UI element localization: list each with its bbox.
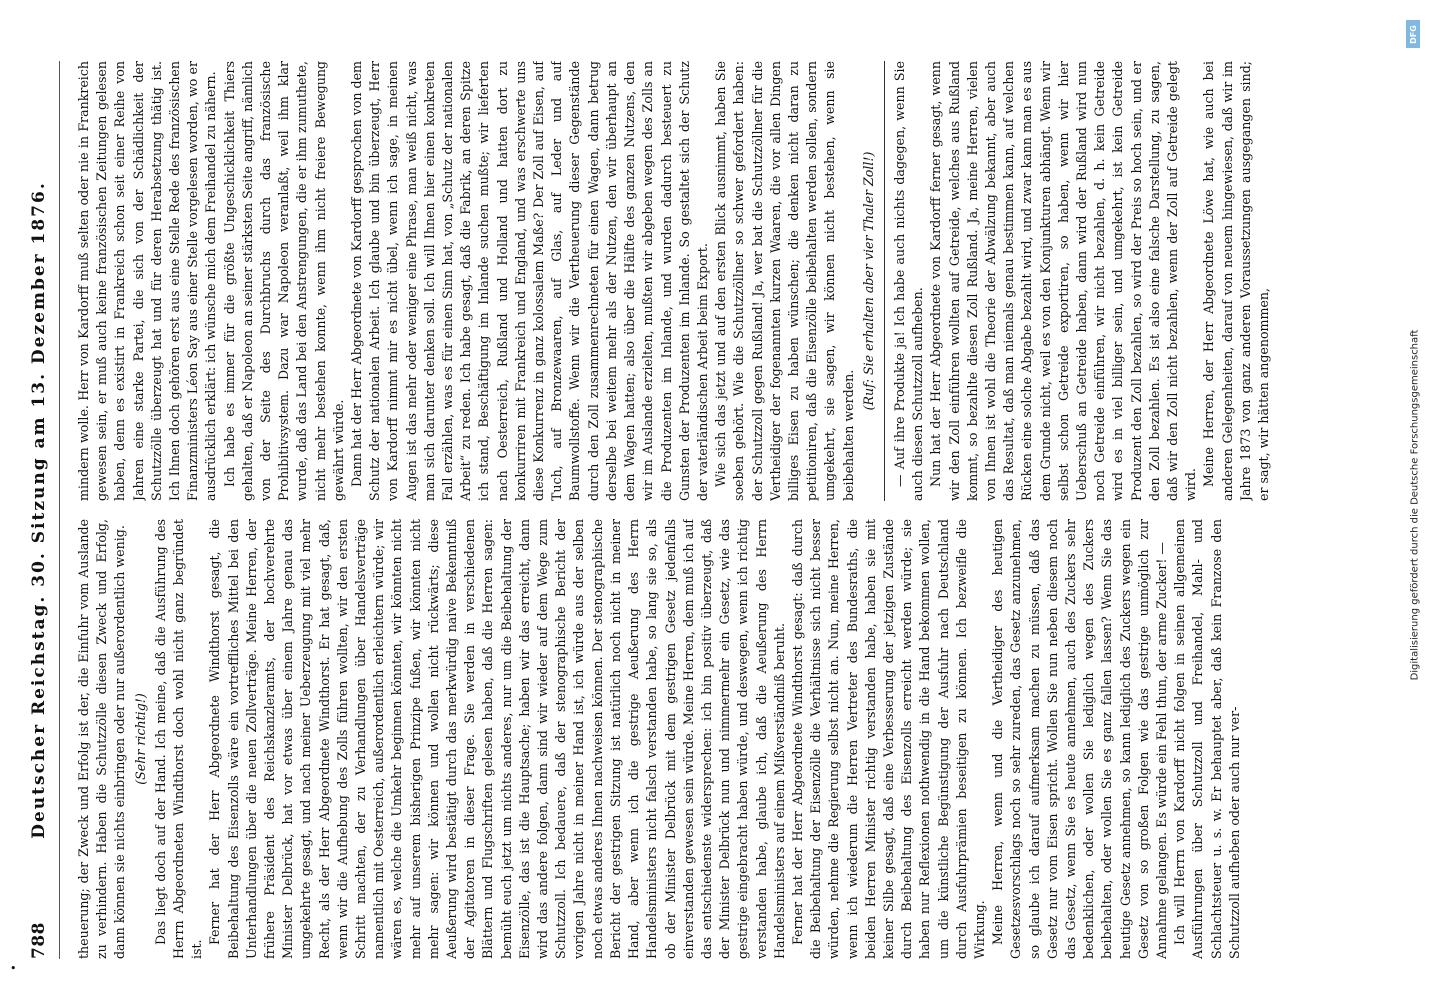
digitization-watermark (1404, 22, 1426, 987)
paragraph: Ich habe es immer für die größte Ungeschicklichkeit Thiers gehalten, daß er Napoleon an seiner stärksten Seite angriff, nämlich von der Seite des Durchbruchs durch das französische Prohibitivsystem. Dazu war Napoleon veranlaßt, weil ihm klar wurde, daß das Land bei den Anstrengungen, die er ihm zumuthete, nicht mehr bestehen konnte, wenn ihm nicht freiere Bewegung gewährt würde. (221, 61, 346, 501)
paragraph: mindern wolle. Herr von Kardorff muß selten oder nie in Frankreich gewesen sein, er muß auch keine französischen Zeitungen gelesen haben, denn es existirt in Frankreich schon seit einer Reihe von Jahren eine starke Partei, die sich von der Schädlichkeit der Schutzzölle überzeugt hat und für deren Herabsetzung thätig ist. Ich Ihnen doch gehören erst aus eine Stelle Rede des französischen Finanzministers Léon Say aus einer Stelle vorgelesen worden, wo er ausdrücklich erklärt: ich wünsche mich dem Freihandel zu nähern. (76, 61, 219, 501)
page-number: 788 (29, 922, 49, 959)
scanned-page (15, 35, 1390, 985)
paragraph: Nun hat der Herr Abgeordnete von Kardorff ferner gesagt, wenn wir den Zoll einführen wollten auf Getreide, welches aus Rußland kommt, so bezahlte diesen Zoll Rußland. Ja, meine Herren, vielen von Ihnen ist wohl die Theorie der Abwälzung bekannt, aber auch das Resultat, daß man niemals genau bestimmen kann, auf welchen Rücken eine solche Abgabe bezahlt wird, und zwar kann man es aus dem Grunde nicht, weil es von den Konjunkturen abhängt. Wenn wir selbst schon Getreide exportiren, so haben, wenn wir hier Ueberschuß an Getreide haben, dann wird der Rußland wird nun noch Getreide einführen, wir nicht bezahlen, d. h. kein Getreide wird es in viel billiger sein, und umgekehrt, ist kein Getreide Produzent den Zoll bezahlen, so wird der Preis so hoch sein, und er den Zoll bezahlen. Es ist also eine falsche Darstellung, zu sagen, daß wir den Zoll nicht bezahlen, wenn der Zoll auf Getreide gelegt wird. (928, 61, 1199, 501)
margin-bullet: • (10, 962, 17, 975)
text-columns (75, 61, 1380, 959)
paragraph: Meine Herren, wenn und die Vertheidiger des heutigen Gesetzesvorschlags noch so sehr zureden, das Gesetz anzunehmen, so glaube ich darauf aufmerksam machen zu müssen, daß das Gesetz nur vom Eisen spricht. Wollen Sie nun neben diesem noch das Gesetz, wenn Sie es heute annehmen, auch des Zuckers sehr bedenklichen, oder wollen Sie lediglich wegen des Zuckers beibehalten, oder wollen Sie es ganz fallen lassen? Wenn Sie das heutige Gesetz annehmen, so kann lediglich des Zuckers wegen ein Gesetz von so großen Folgen wie das gestrige unmöglich zur Annahme gelangen. Es würde ein Fehl thun, der arme Zucker! — (990, 519, 1169, 959)
paragraph: Ferner hat der Herr Abgeordnete Windthorst gesagt: daß durch die Beibehaltung der Eisenzölle die Verhältnisse sich nicht besser würden, nehme die Regierung selbst nicht an. Nun, meine Herren, wenn ich wiederum die Herren Vertreter des Bundesraths, die beiden Herren Minister richtig verstanden habe, haben sie mit keiner Silbe gesagt, daß eine Verbesserung der jetzigen Zustände durch Beibehaltung des Eisenzolls erreicht werden würde; sie haben nur Reflexionen nothwendig in die Hand bekommen wollen, um die künstliche Begünstigung der Ausfuhr nach Deutschland durch Ausfuhrprämien beseitigen zu können. Ich bezweifle die Wirkung. (789, 519, 987, 959)
paragraph: Das liegt doch auf der Hand. Ich meine, daß die Ausführung des Herrn Abgeordneten Windthorst doch wohl nicht ganz begründet ist. (152, 519, 205, 959)
watermark-text: Digitalisierung gefördert durch die Deutsche Forschungsgemeinschaft (1409, 329, 1421, 680)
paragraph: Ich will Herrn von Kardorff nicht folgen in seinen allgemeinen Ausführungen über Schutzzoll und Freihandel, Mahl- und Schlachtsteuer u. s. w. Er behauptet aber, daß kein Franzose den Schutzzoll aufheben oder auch nur ver- (1172, 519, 1242, 959)
paragraph: Ferner hat der Herr Abgeordnete Windthorst gesagt, die Beibehaltung des Eisenzolls wäre ein vortreffliches Mittel bei den Unterhandlungen über die neuen Zollverträge. Meine Herren, der frühere Präsident des Reichskanzleramts, der hochverehrte Minister Delbrück, hat vor etwas über einem Jahre genau das umgekehrte gesagt, und nach meiner Ueberzeugung mit viel mehr Recht, als der Herr Abgeordnete Windthorst. Er hat gesagt, daß, wenn wir die Aufhebung des Zolls führen wollten, wir den ersten Schritt machten, der zu Verhandlungen über Handelsverträge namentlich mit Oesterreich, außerordentlich erleichtern würde; wir wären es, welche die Umkehr beginnen könnten, wir könnten nicht mehr auf unserem bisherigen Prinzipe fußen, wir könnten nicht mehr sagen: wir können und wollen nicht rückwärts; diese Aeußerung wird bestätigt durch das merkwürdig naive Bekenntniß der Agitatoren in dieser Frage. Sie werden in verschiedenen Blättern und Flugschriften gelesen haben, daß die Herren sagen: bemüht euch jetzt um nichts anderes, nur um die Beibehaltung der Eisenzölle, das ist die Hauptsache; haben wir das erreicht, dann wird das andere folgen, dann sind wir wieder auf dem Wege zum Schutzzoll. Ich bedauere, daß der stenographische Bericht der vorigen Jahre nicht in meiner Hand ist, ich würde aus der selben noch etwas anderes Ihnen nachweisen können. Der stenographische Bericht der gestrigen Sitzung ist natürlich noch nicht in meiner Hand, aber wenn ich die gestrige Aeußerung des Herrn Handelsministers nicht falsch verstanden habe, so lang sie so, als ob der Minister Delbrück mit dem gestrigen Gesetz jedenfalls einverstanden gewesen sein würde. Meine Herren, dem muß ich auf das entschiedenste widersprechen: ich bin positiv überzeugt, daß der Minister Delbrück nun und nimmermehr ein Gesetz, wie das gestrige eingebracht haben würde, und deswegen, wenn ich richtig verstanden habe, glaube ich, daß die Aeußerung des Herrn Handelsministers auf einem Mißverständniß beruht. (207, 519, 787, 959)
right-column (75, 61, 1380, 501)
page-header (29, 61, 60, 959)
divider (884, 61, 885, 501)
interjection: (Sehr richtig!) (132, 693, 148, 785)
paragraph: Dann hat der Herr Abgeordnete von Kardorff gesprochen von dem Schutz der nationalen Arbeit. Ich glaube und bin überzeugt, Herr von Kardorff nimmt mir es nicht übel, wenn ich sage, in meinen Augen ist das mehr oder weniger eine Phrase, man weiß nicht, was man sich darunter denken soll. Ich will Ihnen hier einen konkreten Fall erzählen, was es für einen Sinn hat, von „Schutz der nationalen Arbeit“ zu reden. Ich habe gesagt, daß die Fabrik, an deren Spitze ich stand, Beschäftigung im Inlande suchen mußte; wir lieferten nach Oesterreich, Rußland und Holland und hatten dort zu konkurriren mit Frankreich und England, und was erschwerte uns diese Konkurrenz in ganz kolossalem Maße? Der Zoll auf Eisen, auf Tuch, auf Bronzewaaren, auf Glas, auf Leder und auf Baumwollstoffe. Wenn wir die Vertheuerung dieser Gegenstände durch den Zoll zusammenrechneten für einen Wagen, dann betrug derselbe bei weitem mehr als der Nutzen, den wir überhaupt an dem Wagen hatten; also über die Hälfte des ganzen Nutzens, den wir im Auslande erzielten, mußten wir abgeben wegen des Zolls an die Produzenten im Inlande, und wurden dadurch besteuert zu Gunsten der Produzenten im Inlande. So gestaltet sich der Schutz der vaterländischen Arbeit beim Export. (349, 61, 710, 501)
interjection: (Ruf: Sie erhalten aber vier Thaler Zoll!) (860, 151, 876, 411)
left-column (75, 519, 1380, 959)
paragraph: — Auf ihre Produkte ja! Ich habe auch nichts dagegen, wenn Sie auch diesen Schutzzoll aufheben. (891, 61, 926, 501)
paragraph: Meine Herren, der Herr Abgeordnete Löwe hat, wie auch bei anderen Gelegenheiten, darauf von neuem hingewiesen, daß wir im Jahre 1873 von ganz anderen Voraussetzungen ausgegangen sind; er sagt, wir hätten angenommen, (1201, 61, 1271, 501)
paragraph: Wie sich das jetzt und auf den ersten Blick ausnimmt, haben Sie soeben gehört. Wie die Schutzzöllner so schwer gefordert haben: der Schutzzoll gegen Rußland! Ja, wer bat die Schutzzöllner für die Vertheidiger der fogenannten kurzen Waaren, die vor allen Dingen billiges Eisen zu haben wünschen; die denken nicht daran zu petitioniren, daß die Eisenzölle beibehalten werden sollen, sondern umgekehrt, sie sagen, wir können nicht bestehen, wenn sie beibehalten werden. (713, 61, 856, 501)
dfg-logo-text: DFG (1408, 24, 1418, 44)
page-title: Deutscher Reichstag. 30. Sitzung am 13. Dezember 1876. (29, 181, 49, 839)
paragraph: theuerung; der Zweck und Erfolg ist der, die Einfuhr vom Auslande zu verhindern. Haben die Schutzzölle diesen Zweck und Erfolg, dann können sie nichts einbringen oder nur außerordentlich wenig. (76, 519, 128, 959)
